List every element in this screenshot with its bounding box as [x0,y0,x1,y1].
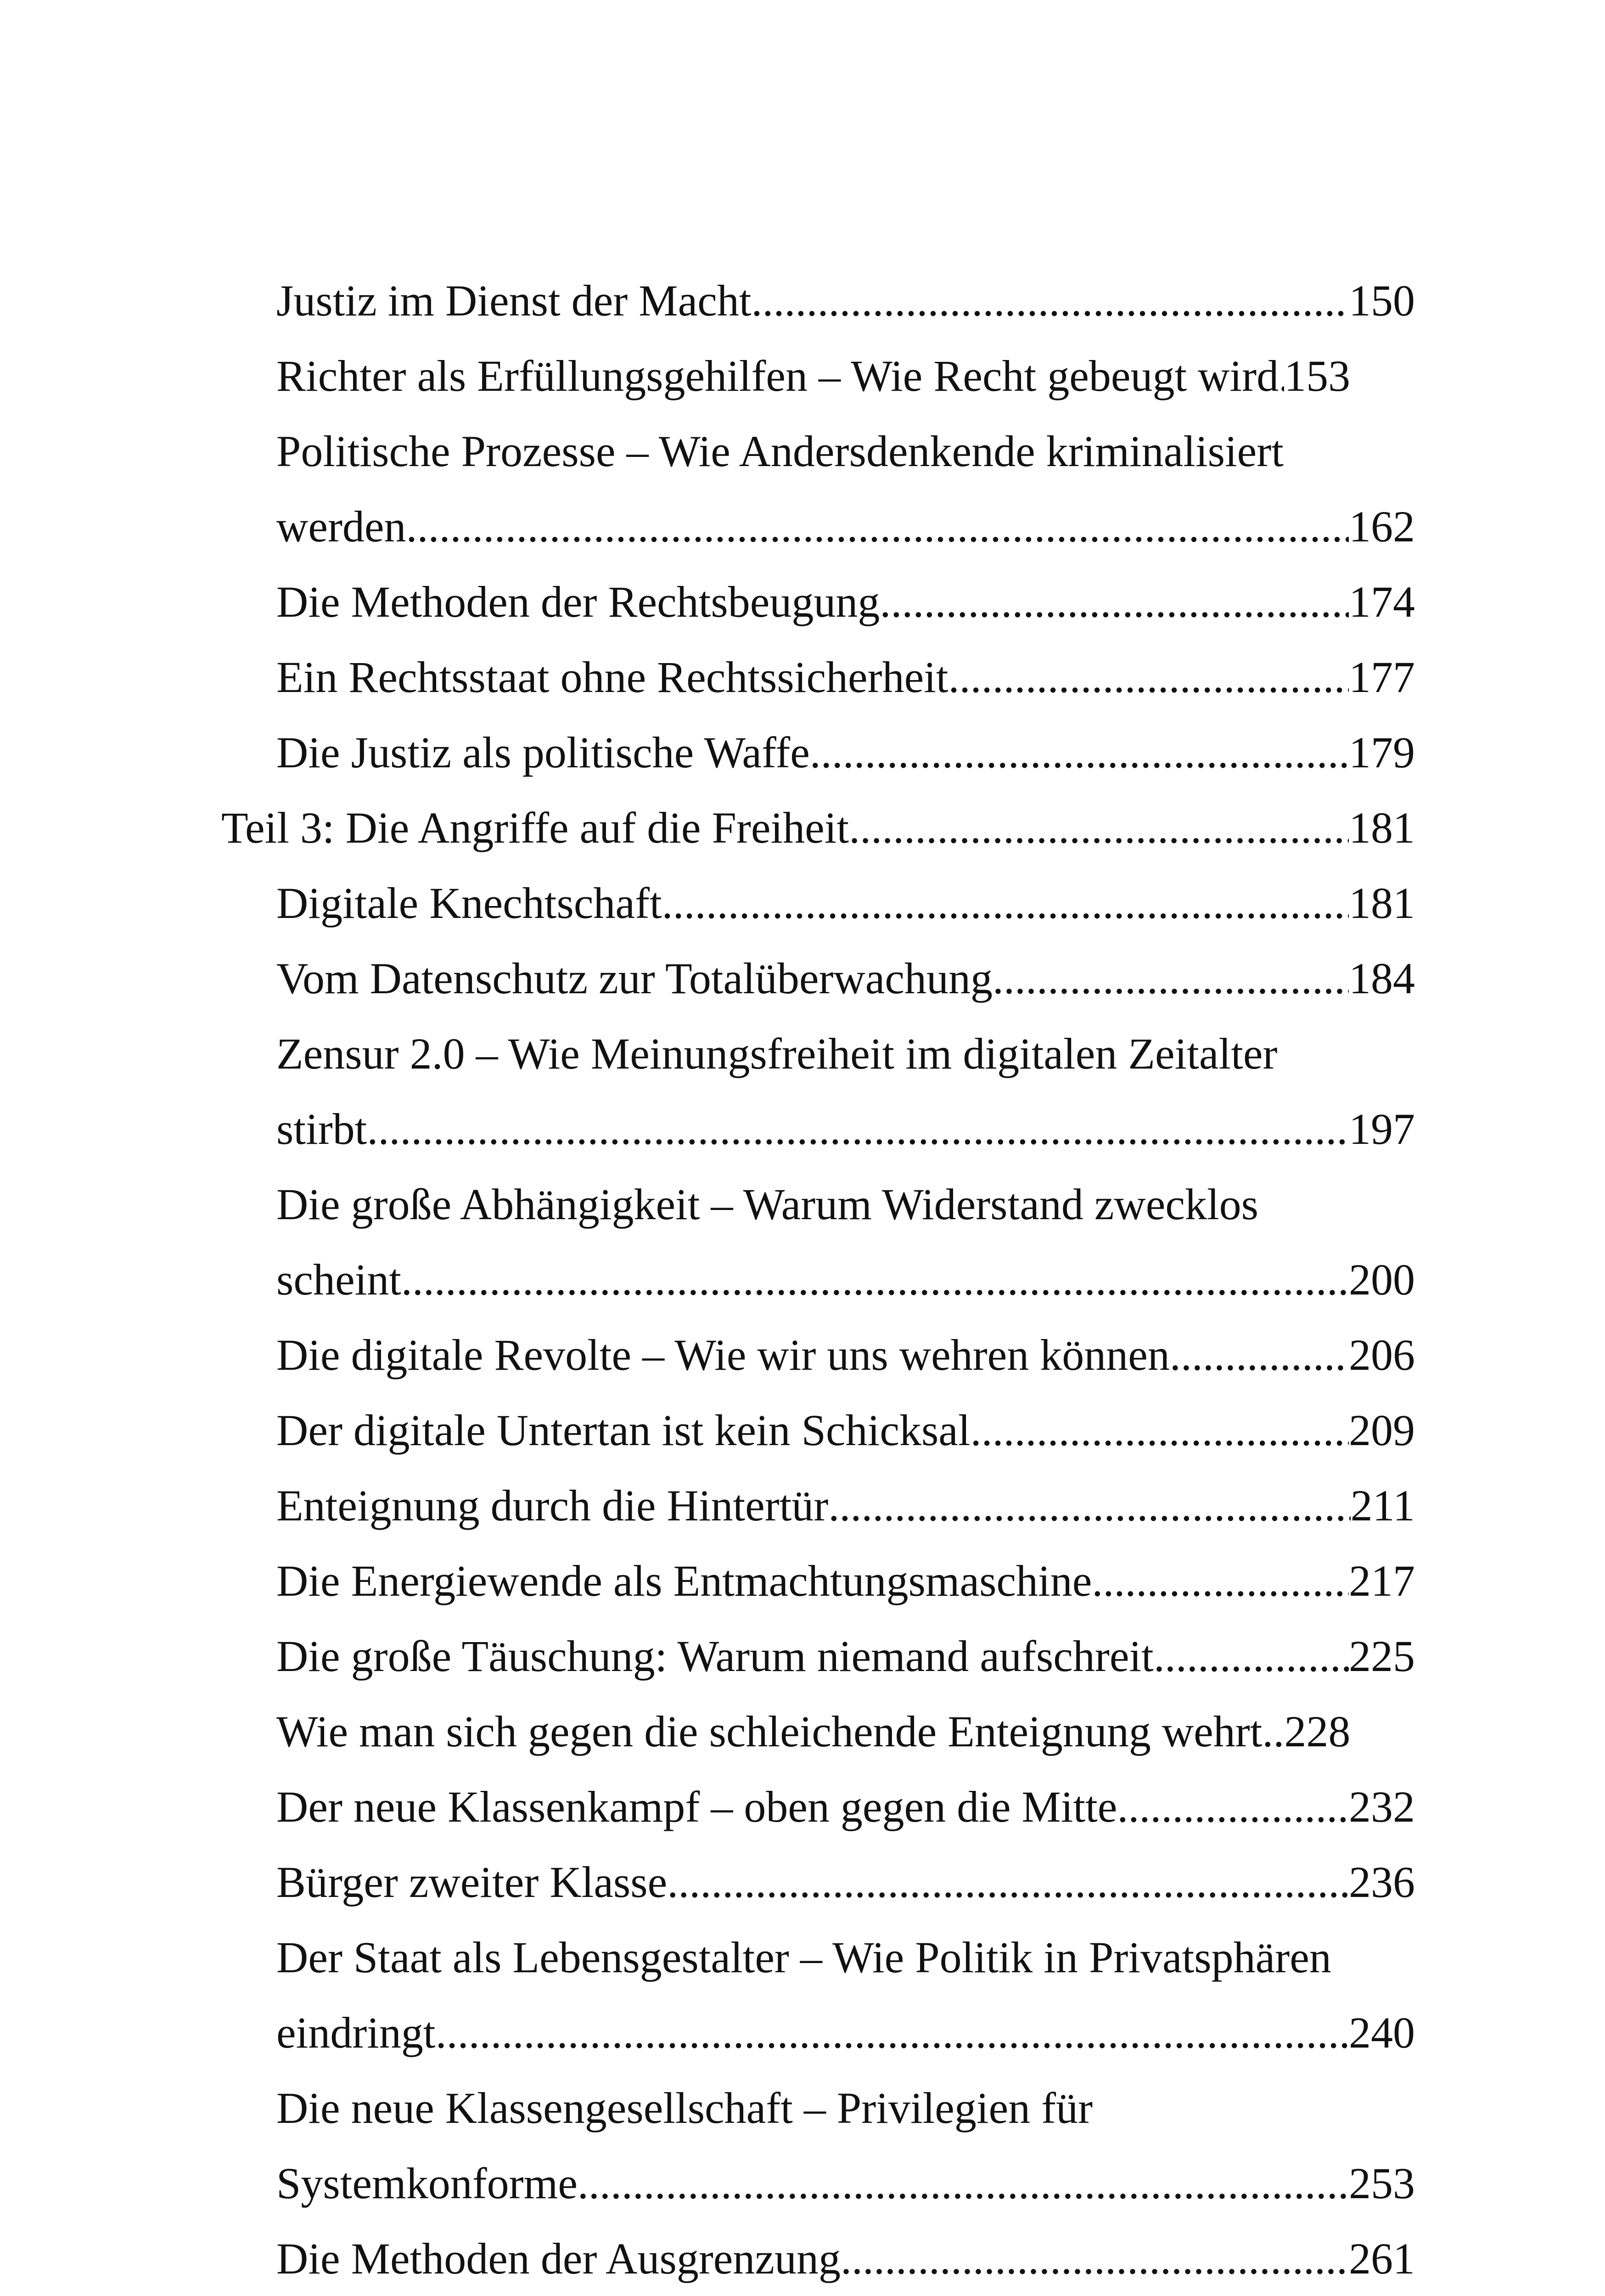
toc-entry-title: Teil 3: Die Angriffe auf die Freiheit [221,803,849,852]
toc-entry [276,1321,1415,1390]
toc-entry-title-first-line: Zensur 2.0 – Wie Meinungsfreiheit im digitalen Zeitalter [276,1029,1278,1078]
toc-entry-title: Enteignung durch die Hintertür [276,1481,829,1530]
dot-leader [662,869,1349,938]
toc-entry-title: Die große Täuschung: Warum niemand aufschreit [276,1632,1154,1681]
toc-entry [276,1245,1415,1314]
dot-leader [436,1998,1349,2067]
toc-entry-title: Richter als Erfüllungsgehilfen – Wie Recht gebeugt wird [276,351,1279,400]
toc-entry-page: 217 [1349,1556,1415,1605]
toc-entry-page: 200 [1349,1255,1415,1304]
toc-entry-title-first-line: Die neue Klassengesellschaft – Privilegien für [276,2083,1093,2133]
toc-entry-page: 162 [1349,502,1415,551]
toc-entry-page: 174 [1349,577,1415,626]
toc-entry [276,2149,1415,2218]
dot-leader [810,718,1349,787]
dot-leader [401,1245,1349,1314]
toc-entry-page: 209 [1349,1406,1415,1455]
toc-entry-page: 228 [1284,1707,1351,1756]
dot-leader [1092,1547,1349,1615]
toc-entry [276,1547,1415,1615]
toc-entry-title: Vom Datenschutz zur Totalüberwachung [276,954,993,1003]
toc-entry-page: 253 [1349,2159,1415,2208]
toc-entry-title: scheint [276,1255,401,1304]
toc-entry-page: 184 [1349,954,1415,1003]
dot-leader [1117,1773,1349,1841]
toc-entry-page: 153 [1284,351,1351,400]
toc-entry [276,342,1415,411]
toc-entry-page: 181 [1349,803,1415,852]
dot-leader [367,1095,1349,1164]
toc-entry-page: 240 [1349,2008,1415,2057]
toc-entry [276,643,1415,712]
toc-entry-page: 236 [1349,1857,1415,1907]
toc-entry-page: 197 [1349,1104,1415,1154]
toc-entry [276,1998,1415,2067]
dot-leader [971,1396,1349,1465]
toc-entry [276,266,1415,335]
toc-entry-title: Die Justiz als politische Waffe [276,728,810,777]
toc-entry-page: 177 [1349,653,1415,702]
toc-entry-title: Die Methoden der Ausgrenzung [276,2234,841,2283]
toc-entry [276,2224,1415,2293]
toc-entry [276,1848,1415,1917]
dot-leader [406,492,1349,561]
toc-entry-title: werden [276,502,406,551]
toc-entry [276,1622,1415,1691]
toc-entry-page: 211 [1350,1481,1415,1530]
toc-entry-title: Der digitale Untertan ist kein Schicksal [276,1406,971,1455]
dot-leader [751,266,1349,335]
toc-entry-page: 225 [1349,1632,1415,1681]
toc-entry-title: Ein Rechtsstaat ohne Rechtssicherheit [276,653,948,702]
dot-leader [578,2149,1349,2218]
toc-entry [276,492,1415,561]
toc-entry-page: 181 [1349,878,1415,928]
toc-entry-title: Die Methoden der Rechtsbeugung [276,577,880,626]
toc-entry-title-first-line: Die große Abhängigkeit – Warum Widerstand zwecklos [276,1180,1258,1229]
dot-leader [993,944,1349,1013]
toc-entry-title: Wie man sich gegen die schleichende Enteignung wehrt. [276,1707,1274,1756]
toc-entry [276,944,1415,1013]
toc-entry [276,1396,1415,1465]
toc-entry [276,718,1415,787]
dot-leader [828,1471,1350,1540]
dot-leader [948,643,1349,712]
toc-entry-page: 150 [1349,276,1415,325]
dot-leader [849,793,1349,862]
dot-leader [1170,1321,1349,1390]
toc-entry [276,1773,1415,1841]
dot-leader [841,2224,1349,2293]
dot-leader [1279,342,1284,411]
toc-entry-page: 179 [1349,728,1415,777]
toc-entry [276,1095,1415,1164]
toc-entry-title: eindringt [276,2008,436,2057]
dot-leader [1154,1622,1349,1691]
toc-entry-page: 232 [1349,1782,1415,1831]
toc-entry-title-first-line: Der Staat als Lebensgestalter – Wie Politik in Privatsphären [276,1933,1331,1982]
dot-leader [667,1848,1349,1917]
dot-leader [880,568,1349,636]
toc-entry-page: 261 [1349,2234,1415,2283]
toc-entry-title: Systemkonforme [276,2159,578,2208]
toc-entry-title: Die Energiewende als Entmachtungsmaschine [276,1556,1092,1605]
toc-entry-title: Digitale Knechtschaft [276,878,662,928]
toc-entry [276,869,1415,938]
toc-entry [276,1471,1415,1540]
toc-entry-page: 206 [1349,1330,1415,1379]
toc-part-heading [221,793,1415,862]
toc-entry-title: Die digitale Revolte – Wie wir uns wehren können [276,1330,1170,1379]
toc-entry-title: Bürger zweiter Klasse [276,1857,668,1907]
dot-leader [1273,1697,1284,1766]
toc-entry [276,568,1415,636]
toc-entry-title-first-line: Politische Prozesse – Wie Andersdenkende kriminalisiert [276,427,1284,476]
toc-entry-title: Der neue Klassenkampf – oben gegen die Mitte [276,1782,1117,1831]
toc-entry-title: Justiz im Dienst der Macht [276,276,752,325]
toc-entry-title: stirbt [276,1104,367,1154]
toc-entry [276,1697,1415,1766]
